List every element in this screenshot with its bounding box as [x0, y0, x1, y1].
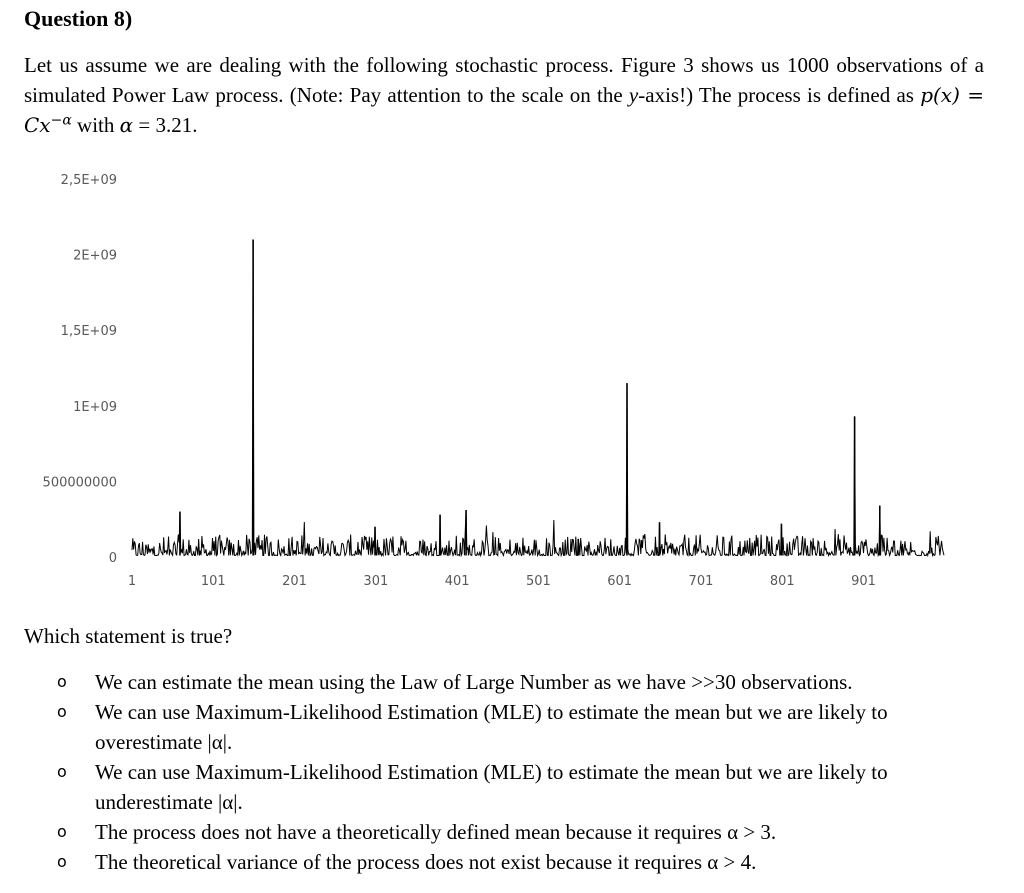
option-bullet: o: [57, 762, 67, 781]
question-prompt: Which statement is true?: [24, 624, 233, 648]
power-law-chart: [0, 160, 1024, 600]
question-intro: [24, 50, 984, 140]
option-bullet: o: [57, 672, 67, 691]
y-tick-label: 0: [108, 551, 117, 566]
x-tick-label: 401: [444, 574, 470, 589]
option-bullet: o: [57, 852, 67, 871]
alpha-value: = 3.21.: [133, 113, 198, 137]
formula-exponent: −α: [50, 112, 72, 129]
answer-option[interactable]: [0, 667, 1024, 697]
intro-text-part3: with: [71, 113, 120, 137]
alpha-symbol: α: [119, 113, 134, 137]
x-tick-label: 501: [525, 574, 551, 589]
formula-left: p(x) = Cx: [24, 83, 984, 137]
x-tick-label: 301: [363, 574, 389, 589]
y-tick-label: 500000000: [42, 475, 117, 491]
option-text: The theoretical variance of the process does not exist because it requires α > 4.: [95, 850, 757, 874]
option-text: The process does not have a theoretically defined mean because it requires α > 3.: [95, 820, 777, 844]
answer-option[interactable]: [0, 697, 1024, 757]
x-tick-label: 601: [607, 574, 633, 589]
y-tick-label: 2,5E+09: [60, 173, 117, 188]
x-tick-label: 1: [127, 574, 137, 589]
question-title: Question 8): [24, 6, 133, 31]
option-bullet: o: [57, 822, 67, 841]
y-tick-label: 2E+09: [73, 248, 117, 264]
answer-option[interactable]: [0, 847, 1024, 877]
answer-option[interactable]: [0, 817, 1024, 847]
answer-option[interactable]: [0, 757, 1024, 817]
x-tick-label: 101: [200, 574, 226, 589]
option-text: We can use Maximum-Likelihood Estimation (MLE) to estimate the mean but we are likely to overestimate |α|.: [95, 700, 888, 754]
intro-y-axis-symbol: y: [628, 83, 639, 107]
y-tick-label: 1E+09: [73, 399, 117, 415]
intro-text-part1: Let us assume we are dealing with the following stochastic process. Figure 3 shows us 1000 observations of a simulated Power Law process. (Note: Pay attention to the scale on the: [24, 53, 984, 107]
intro-text-part2: -axis!) The process is defined as: [638, 83, 921, 107]
x-tick-label: 201: [282, 574, 307, 589]
answer-options: [0, 667, 1024, 877]
option-text: We can estimate the mean using the Law of Large Number as we have >>30 observations.: [95, 670, 853, 694]
y-tick-label: 1,5E+09: [60, 324, 117, 340]
option-bullet: o: [57, 702, 67, 721]
x-tick-label: 701: [688, 574, 714, 589]
x-tick-label: 801: [769, 574, 795, 589]
x-tick-label: 901: [851, 574, 876, 589]
option-text: We can use Maximum-Likelihood Estimation (MLE) to estimate the mean but we are likely to underestimate |α|.: [95, 760, 888, 814]
